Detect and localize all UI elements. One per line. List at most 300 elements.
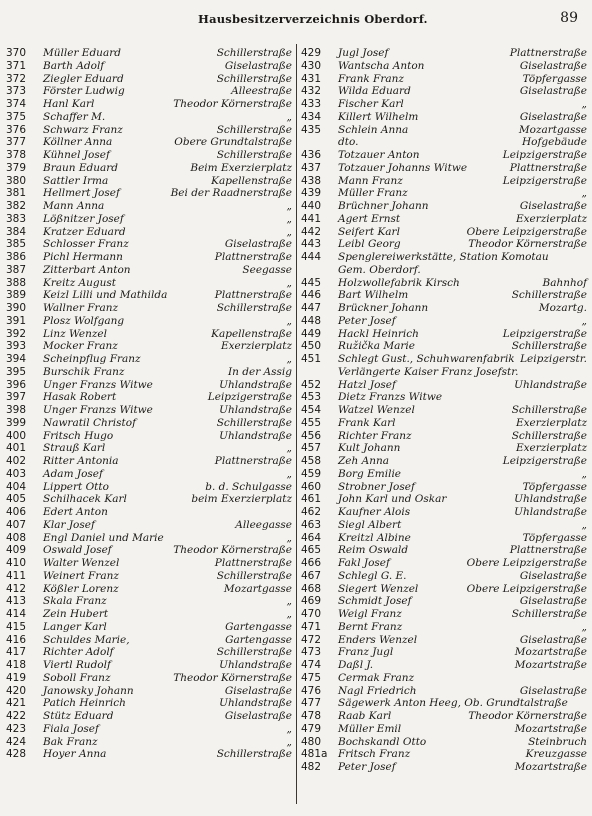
house-number: 478 — [301, 710, 322, 722]
owner-name: Zeh Anna — [338, 455, 389, 467]
directory-entry — [6, 595, 292, 608]
street-address: Seegasse — [242, 263, 292, 276]
house-number: 397 — [6, 391, 27, 404]
owner-name: Verlängerte Kaiser Franz Josefstr. — [338, 365, 519, 378]
street-address: Theodor Körnerstraße — [173, 671, 292, 684]
directory-entry — [301, 519, 587, 532]
street-address: „ — [286, 200, 292, 212]
street-address: „ — [286, 110, 292, 123]
street-address: „ — [286, 722, 292, 735]
directory-entry — [6, 455, 292, 468]
directory-entry — [301, 200, 587, 213]
house-number: 370 — [6, 47, 27, 59]
owner-name: Peter Josef — [338, 314, 396, 327]
owner-name: Lippert Otto — [43, 480, 109, 493]
house-number: 404 — [6, 480, 27, 493]
directory-entry — [6, 366, 292, 379]
owner-name: Reim Oswald — [338, 544, 409, 557]
owner-name: Killert Wilhelm — [338, 110, 419, 123]
street-address: „ — [581, 98, 587, 110]
owner-name: Braun Eduard — [43, 161, 119, 174]
owner-name: Nagl Friedrich — [338, 684, 417, 697]
house-number: 413 — [6, 595, 27, 608]
street-address: Schillerstraße — [216, 149, 292, 161]
directory-entry — [301, 98, 587, 111]
house-number: 421 — [6, 697, 27, 710]
owner-name: Hanl Karl — [43, 98, 95, 110]
house-number: 376 — [6, 123, 27, 136]
owner-name: Wallner Franz — [43, 302, 119, 314]
directory-entry — [301, 748, 587, 761]
owner-name: Wantscha Anton — [338, 59, 425, 72]
directory-entry — [6, 213, 292, 226]
house-number: 374 — [6, 98, 27, 110]
directory-entry — [6, 570, 292, 583]
owner-name: Viertl Rudolf — [43, 659, 111, 671]
street-address: Exerzierplatz — [515, 442, 587, 455]
house-number: 386 — [6, 251, 27, 263]
directory-entry — [301, 251, 587, 264]
street-address: Schillerstraße — [511, 340, 587, 353]
owner-name: Brückner Johann — [338, 302, 429, 314]
directory-entry — [6, 634, 292, 647]
directory-entry — [301, 417, 587, 430]
house-number: 387 — [6, 263, 27, 276]
house-number: 464 — [301, 531, 322, 544]
directory-entry — [6, 481, 292, 494]
house-number: 429 — [301, 47, 322, 59]
house-number: 479 — [301, 722, 322, 735]
street-address: „ — [581, 518, 587, 531]
directory-entry — [301, 736, 587, 749]
owner-name: Scheinpflug Franz — [43, 353, 141, 365]
house-number: 474 — [301, 659, 322, 671]
house-number: 447 — [301, 302, 322, 314]
house-number: 477 — [301, 697, 322, 710]
street-address: Uhlandstraße — [514, 506, 587, 518]
owner-name: Hackl Heinrich — [338, 327, 419, 340]
owner-name: Unger Franzs Witwe — [43, 404, 153, 416]
directory-entry — [301, 532, 587, 545]
owner-name: Fiala Josef — [43, 722, 99, 735]
owner-name: Schaffer M. — [43, 110, 106, 123]
house-number: 434 — [301, 110, 322, 123]
street-address: Giselastraße — [224, 710, 292, 722]
directory-entry — [6, 697, 292, 710]
directory-entry — [6, 442, 292, 455]
house-number: 394 — [6, 353, 27, 365]
house-number: 462 — [301, 506, 322, 518]
house-number: 410 — [6, 557, 27, 569]
house-number: 415 — [6, 620, 27, 633]
street-address: Exerzierplatz — [515, 212, 587, 225]
street-address: „ — [286, 276, 292, 289]
street-address: Leipzigerstraße — [502, 174, 587, 187]
directory-entry — [301, 672, 587, 685]
street-address: Steinbruch — [528, 735, 587, 748]
directory-entry — [301, 302, 587, 315]
house-number: 381 — [6, 187, 27, 200]
directory-entry — [6, 672, 292, 685]
house-number: 463 — [301, 518, 322, 531]
street-address: Alleegasse — [235, 518, 292, 531]
house-number: 377 — [6, 136, 27, 149]
directory-entry — [301, 621, 587, 634]
house-number: 407 — [6, 518, 27, 531]
owner-name: Bernt Franz — [338, 620, 403, 633]
street-address: Mozartgasse — [223, 582, 292, 595]
house-number: 409 — [6, 544, 27, 557]
directory-entry — [301, 634, 587, 647]
directory-entry — [6, 73, 292, 86]
house-number: 475 — [301, 671, 322, 684]
owner-name: Ziegler Eduard — [43, 72, 124, 85]
directory-entry — [6, 532, 292, 545]
owner-name: Franz Jugl — [338, 646, 394, 659]
house-number: 385 — [6, 238, 27, 251]
house-number: 445 — [301, 276, 322, 289]
owner-name: Mann Franz — [338, 174, 403, 187]
owner-name: Sattler Irma — [43, 174, 109, 187]
street-address: Schillerstraße — [216, 748, 292, 761]
house-number: 437 — [301, 161, 322, 174]
house-number: 432 — [301, 85, 322, 98]
street-address: Mozartstraße — [514, 646, 587, 659]
owner-name: Wilda Eduard — [338, 85, 411, 98]
house-number: 393 — [6, 340, 27, 353]
house-number: 406 — [6, 506, 27, 518]
directory-entry — [6, 264, 292, 277]
house-number: 412 — [6, 582, 27, 595]
street-address: Schillerstraße — [216, 416, 292, 429]
owner-name: Bochskandl Otto — [338, 735, 427, 748]
directory-entry — [301, 73, 587, 86]
directory-entry — [301, 187, 587, 200]
street-address: Töpfergasse — [522, 531, 587, 544]
directory-entry — [6, 60, 292, 73]
owner-name: Enders Wenzel — [338, 633, 418, 646]
owner-name: Schlegl G. E. — [338, 569, 407, 582]
house-number: 400 — [6, 429, 27, 442]
street-address: Schillerstraße — [216, 569, 292, 582]
owner-name: Dietz Franzs Witwe — [338, 391, 443, 404]
owner-name: Adam Josef — [43, 467, 103, 480]
street-address: „ — [286, 595, 292, 608]
directory-entry — [6, 608, 292, 621]
directory-entry — [6, 175, 292, 188]
street-address: Giselastraße — [519, 85, 587, 98]
directory-entry — [6, 328, 292, 341]
owner-name: Peter Josef — [338, 761, 396, 773]
street-address: Exerzierplatz — [515, 416, 587, 429]
owner-name: Fischer Karl — [338, 98, 404, 110]
street-address: Plattnerstraße — [214, 251, 292, 263]
house-number: 423 — [6, 722, 27, 735]
owner-name: Engl Daniel und Marie — [43, 531, 164, 544]
street-address: „ — [286, 314, 292, 327]
directory-entry — [301, 366, 587, 379]
owner-name: Köllner Anna — [43, 136, 113, 149]
directory-entry — [6, 557, 292, 570]
street-address: Gartengasse — [225, 633, 292, 646]
owner-name: Zitterbart Anton — [43, 263, 131, 276]
directory-entry — [6, 340, 292, 353]
owner-name: Hatzl Josef — [338, 378, 396, 391]
directory-entry — [6, 736, 292, 749]
house-number: 455 — [301, 416, 322, 429]
street-address: Giselastraße — [519, 200, 587, 212]
directory-entry — [301, 697, 587, 710]
house-number: 457 — [301, 442, 322, 455]
owner-name: Schmidt Josef — [338, 595, 412, 608]
owner-name: Kreitzl Albine — [338, 531, 411, 544]
house-number: 460 — [301, 480, 322, 493]
house-number: 435 — [301, 123, 322, 136]
owner-name: Totzauer Johanns Witwe — [338, 161, 468, 174]
directory-entry — [6, 162, 292, 175]
directory-entry — [301, 289, 587, 302]
house-number: 420 — [6, 684, 27, 697]
owner-name: Leibl Georg — [338, 238, 401, 251]
house-number: 461 — [301, 493, 322, 506]
owner-name: Watzel Wenzel — [338, 404, 415, 416]
house-number: 453 — [301, 391, 322, 404]
owner-name: Langer Karl — [43, 620, 107, 633]
owner-name: dto. — [338, 136, 359, 149]
house-number: 390 — [6, 302, 27, 314]
directory-entry — [301, 136, 587, 149]
street-address: Beim Exerzierplatz — [190, 161, 292, 174]
house-number: 476 — [301, 684, 322, 697]
directory-entry — [6, 417, 292, 430]
street-address: b. d. Schulgasse — [205, 480, 292, 493]
street-address: Uhlandstraße — [219, 697, 292, 710]
directory-entry — [301, 442, 587, 455]
directory-entry — [301, 175, 587, 188]
street-address: beim Exerzierplatz — [191, 493, 292, 506]
house-number: 428 — [6, 748, 27, 761]
house-number: 468 — [301, 582, 322, 595]
house-number: 411 — [6, 569, 27, 582]
owner-name: Strobner Josef — [338, 480, 415, 493]
house-number: 449 — [301, 327, 322, 340]
owner-name: Keizl Lilli und Mathilda — [43, 289, 168, 302]
house-number: 405 — [6, 493, 27, 506]
street-address: Uhlandstraße — [219, 429, 292, 442]
directory-entry — [301, 430, 587, 443]
column-divider — [296, 44, 297, 804]
street-address: Leipzigerstraße — [207, 391, 292, 404]
directory-entry — [6, 659, 292, 672]
owner-name: Jugl Josef — [338, 47, 389, 59]
house-number: 391 — [6, 314, 27, 327]
owner-name: Lößnitzer Josef — [43, 212, 124, 225]
directory-entry — [301, 124, 587, 137]
house-number: 395 — [6, 365, 27, 378]
directory-entry — [6, 621, 292, 634]
directory-entry — [301, 468, 587, 481]
house-number: 456 — [301, 429, 322, 442]
directory-entry — [6, 302, 292, 315]
owner-name: Cermak Franz — [338, 671, 415, 684]
house-number: 454 — [301, 404, 322, 416]
directory-entry — [6, 98, 292, 111]
directory-entry — [6, 47, 292, 60]
house-number: 414 — [6, 608, 27, 620]
owner-name: Ritter Antonia — [43, 455, 119, 467]
street-address: „ — [286, 225, 292, 238]
street-address: Mozartstraße — [514, 659, 587, 671]
owner-name: Kößler Lorenz — [43, 582, 119, 595]
house-number: 444 — [301, 251, 322, 263]
house-number: 446 — [301, 289, 322, 302]
owner-name: John Karl und Oskar — [338, 493, 447, 506]
directory-entry — [301, 570, 587, 583]
directory-entry — [301, 85, 587, 98]
house-number: 472 — [301, 633, 322, 646]
street-address: Bei der Raadnerstraße — [170, 187, 292, 200]
directory-entry — [301, 608, 587, 621]
street-address: Plattnerstraße — [214, 557, 292, 569]
directory-entry — [301, 544, 587, 557]
owner-name: Fritsch Franz — [338, 748, 411, 761]
house-number: 440 — [301, 200, 322, 212]
house-number: 403 — [6, 467, 27, 480]
directory-entry — [301, 238, 587, 251]
directory-entry — [301, 761, 587, 774]
street-address: Bahnhof — [542, 276, 587, 289]
owner-name: Klar Josef — [43, 518, 95, 531]
directory-entry — [6, 493, 292, 506]
house-number: 480 — [301, 735, 322, 748]
owner-name: Strauß Karl — [43, 442, 106, 455]
directory-entry — [6, 149, 292, 162]
directory-entry — [6, 238, 292, 251]
house-number: 379 — [6, 161, 27, 174]
street-address: „ — [286, 212, 292, 225]
street-address: Töpfergasse — [522, 480, 587, 493]
house-number: 408 — [6, 531, 27, 544]
street-address: „ — [581, 620, 587, 633]
owner-name: Kreitz August — [43, 276, 116, 289]
directory-entry — [301, 481, 587, 494]
directory-entry — [6, 289, 292, 302]
owner-name: Hasak Robert — [43, 391, 117, 404]
street-address: Leipzigerstraße — [502, 327, 587, 340]
owner-name: Hoyer Anna — [43, 748, 107, 761]
owner-name: Borg Emilie — [338, 467, 402, 480]
house-number: 441 — [301, 212, 322, 225]
house-number: 375 — [6, 110, 27, 123]
directory-entry — [6, 85, 292, 98]
house-number: 469 — [301, 595, 322, 608]
directory-entry — [6, 710, 292, 723]
street-address: Giselastraße — [519, 633, 587, 646]
left-column — [6, 47, 292, 761]
owner-name: Hellmert Josef — [43, 187, 120, 200]
owner-name: Müller Franz — [338, 187, 408, 200]
house-number: 448 — [301, 314, 322, 327]
directory-entry — [301, 340, 587, 353]
directory-entry — [301, 391, 587, 404]
directory-entry — [301, 47, 587, 60]
owner-name: Agert Ernst — [338, 212, 401, 225]
owner-name: Schlein Anna — [338, 123, 409, 136]
house-number: 443 — [301, 238, 322, 251]
street-address: Giselastraße — [519, 110, 587, 123]
street-address: Leipzigerstraße — [502, 149, 587, 161]
house-number: 436 — [301, 149, 322, 161]
street-address: Giselastraße — [519, 595, 587, 608]
directory-entry — [301, 595, 587, 608]
street-address: Hofgebäude — [522, 136, 587, 149]
owner-name: Zein Hubert — [43, 608, 109, 620]
directory-entry — [301, 506, 587, 519]
house-number: 450 — [301, 340, 322, 353]
directory-entry — [6, 200, 292, 213]
street-address: Theodor Körnerstraße — [468, 238, 587, 251]
street-address: „ — [286, 467, 292, 480]
directory-entry — [6, 226, 292, 239]
owner-name: Gem. Oberdorf. — [338, 263, 421, 276]
owner-name: Schwarz Franz — [43, 123, 123, 136]
street-address: Giselastraße — [519, 59, 587, 72]
street-address: Giselastraße — [224, 684, 292, 697]
street-address: Kreuzgasse — [525, 748, 587, 761]
street-address: Obere Leipzigerstraße — [466, 582, 587, 595]
house-number: 422 — [6, 710, 27, 722]
owner-name: Spenglereiwerkstätte, Station Komotau — [338, 251, 549, 263]
owner-name: Schlegt Gust., Schuhwarenfabrik — [338, 353, 515, 365]
owner-name: Kratzer Eduard — [43, 225, 126, 238]
street-address: Obere Grundtalstraße — [174, 136, 292, 149]
directory-entry — [6, 583, 292, 596]
owner-name: Richter Adolf — [43, 646, 114, 659]
directory-entry — [301, 328, 587, 341]
directory-entry — [6, 646, 292, 659]
street-address: In der Assig — [228, 365, 292, 378]
street-address: Giselastraße — [224, 59, 292, 72]
house-number: 430 — [301, 59, 322, 72]
owner-name: Stütz Eduard — [43, 710, 114, 722]
street-address: Schillerstraße — [511, 404, 587, 416]
house-number: 471 — [301, 620, 322, 633]
house-number: 473 — [301, 646, 322, 659]
directory-entry — [6, 723, 292, 736]
house-number: 481a — [301, 748, 328, 761]
street-address: „ — [286, 735, 292, 748]
street-address: Mozartstraße — [514, 722, 587, 735]
directory-entry — [301, 583, 587, 596]
directory-entry — [301, 277, 587, 290]
street-address: Plattnerstraße — [509, 544, 587, 557]
house-number: 433 — [301, 98, 322, 110]
directory-entry — [301, 226, 587, 239]
directory-entry — [6, 506, 292, 519]
owner-name: Oswald Josef — [43, 544, 112, 557]
street-address: Uhlandstraße — [514, 378, 587, 391]
street-address: Leipzigerstraße — [502, 455, 587, 467]
street-address: Schillerstraße — [511, 289, 587, 302]
house-number: 383 — [6, 212, 27, 225]
directory-entry — [6, 111, 292, 124]
directory-entry — [6, 391, 292, 404]
street-address: Schillerstraße — [216, 302, 292, 314]
directory-entry — [301, 353, 587, 366]
house-number: 419 — [6, 671, 27, 684]
owner-name: Richter Franz — [338, 429, 412, 442]
directory-entry — [6, 404, 292, 417]
